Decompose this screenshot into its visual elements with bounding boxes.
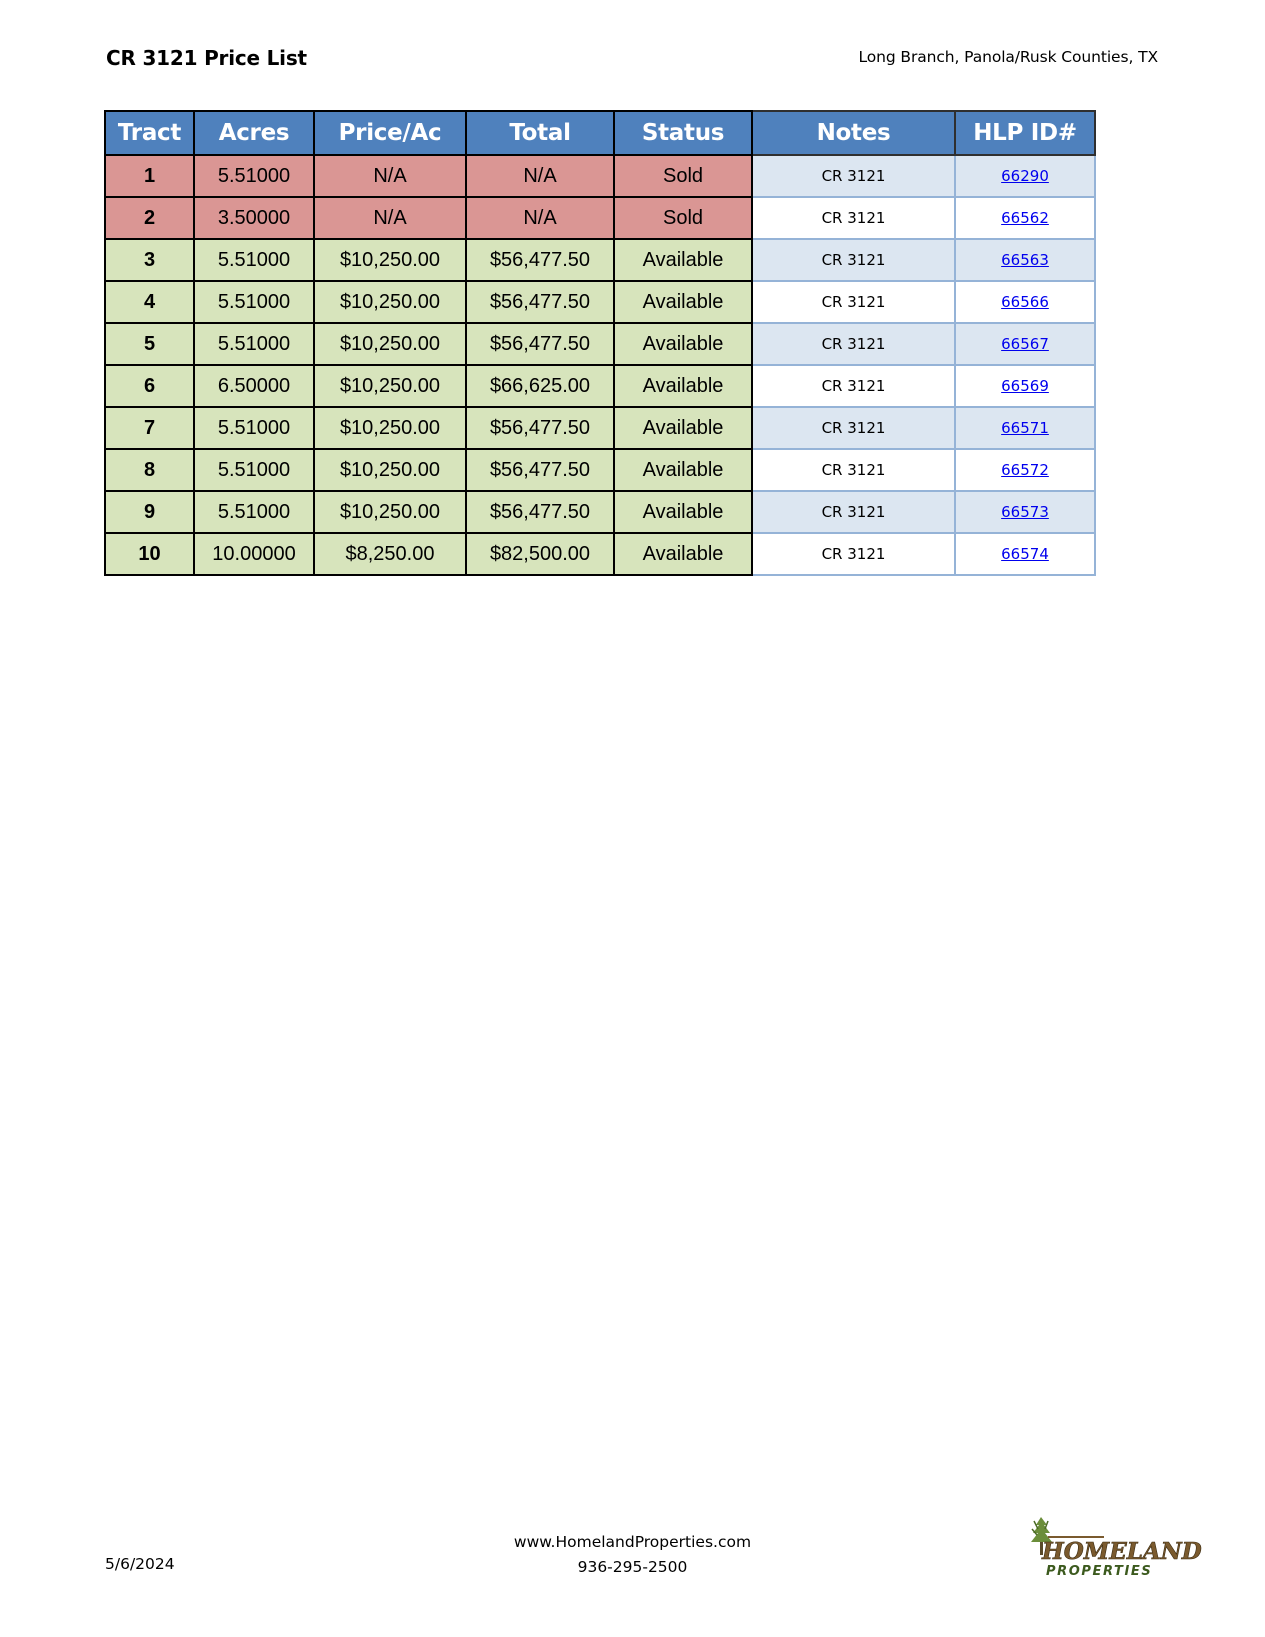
- table-row: [105, 155, 1095, 197]
- status-cell: Sold: [614, 155, 752, 197]
- table-row: [105, 449, 1095, 491]
- total-cell: $56,477.50: [466, 281, 614, 323]
- hlp-id-link[interactable]: 66574: [1001, 545, 1049, 563]
- tract-cell: 2: [105, 197, 194, 239]
- col-header-notes: Notes: [752, 111, 955, 155]
- table-row: [105, 239, 1095, 281]
- notes-cell: CR 3121: [752, 365, 955, 407]
- tract-cell: 1: [105, 155, 194, 197]
- total-cell: $66,625.00: [466, 365, 614, 407]
- col-header-tract: Tract: [105, 111, 194, 155]
- total-cell: $56,477.50: [466, 407, 614, 449]
- status-cell: Available: [614, 365, 752, 407]
- notes-cell: CR 3121: [752, 449, 955, 491]
- homeland-logo-graphic: [1028, 1515, 1202, 1581]
- total-cell: $56,477.50: [466, 323, 614, 365]
- acres-cell: 5.51000: [194, 449, 314, 491]
- col-header-acres: Acres: [194, 111, 314, 155]
- tract-cell: 9: [105, 491, 194, 533]
- tract-cell: 8: [105, 449, 194, 491]
- price-list-table: [104, 110, 1096, 576]
- status-cell: Available: [614, 533, 752, 575]
- acres-cell: 5.51000: [194, 491, 314, 533]
- status-cell: Available: [614, 449, 752, 491]
- hlp-id-link[interactable]: 66567: [1001, 335, 1049, 353]
- footer-website: www.HomelandProperties.com: [513, 1533, 752, 1551]
- table-row: [105, 491, 1095, 533]
- hlp-id-link[interactable]: 66563: [1001, 251, 1049, 269]
- homeland-logo: [1028, 1515, 1202, 1581]
- total-cell: $56,477.50: [466, 239, 614, 281]
- notes-cell: CR 3121: [752, 239, 955, 281]
- table-row: [105, 323, 1095, 365]
- acres-cell: 10.00000: [194, 533, 314, 575]
- hlp-id-cell: [955, 155, 1095, 197]
- status-cell: Available: [614, 281, 752, 323]
- acres-cell: 5.51000: [194, 323, 314, 365]
- price-per-acre-cell: $10,250.00: [314, 449, 466, 491]
- hlp-id-link[interactable]: 66566: [1001, 293, 1049, 311]
- hlp-id-link[interactable]: 66572: [1001, 461, 1049, 479]
- price-per-acre-cell: $10,250.00: [314, 281, 466, 323]
- price-per-acre-cell: $10,250.00: [314, 407, 466, 449]
- notes-cell: CR 3121: [752, 281, 955, 323]
- tract-cell: 3: [105, 239, 194, 281]
- price-per-acre-cell: N/A: [314, 197, 466, 239]
- acres-cell: 5.51000: [194, 407, 314, 449]
- hlp-id-cell: [955, 197, 1095, 239]
- hlp-id-cell: [955, 491, 1095, 533]
- notes-cell: CR 3121: [752, 533, 955, 575]
- col-header-status: Status: [614, 111, 752, 155]
- tract-cell: 7: [105, 407, 194, 449]
- acres-cell: 3.50000: [194, 197, 314, 239]
- col-header-hlp-id: HLP ID#: [955, 111, 1095, 155]
- hlp-id-cell: [955, 323, 1095, 365]
- status-cell: Available: [614, 239, 752, 281]
- hlp-id-link[interactable]: 66571: [1001, 419, 1049, 437]
- hlp-id-link[interactable]: 66569: [1001, 377, 1049, 395]
- logo-text-bottom: PROPERTIES: [1046, 1564, 1153, 1579]
- table-header-row: [105, 111, 1095, 155]
- tract-cell: 10: [105, 533, 194, 575]
- col-header-total: Total: [466, 111, 614, 155]
- logo-text-top: HOMELAND: [1042, 1538, 1202, 1565]
- status-cell: Available: [614, 491, 752, 533]
- notes-cell: CR 3121: [752, 407, 955, 449]
- total-cell: $56,477.50: [466, 449, 614, 491]
- tract-cell: 4: [105, 281, 194, 323]
- price-per-acre-cell: N/A: [314, 155, 466, 197]
- price-per-acre-cell: $10,250.00: [314, 365, 466, 407]
- acres-cell: 6.50000: [194, 365, 314, 407]
- acres-cell: 5.51000: [194, 281, 314, 323]
- hlp-id-cell: [955, 239, 1095, 281]
- notes-cell: CR 3121: [752, 197, 955, 239]
- tract-cell: 6: [105, 365, 194, 407]
- status-cell: Available: [614, 407, 752, 449]
- hlp-id-cell: [955, 281, 1095, 323]
- price-per-acre-cell: $10,250.00: [314, 323, 466, 365]
- total-cell: $56,477.50: [466, 491, 614, 533]
- tract-cell: 5: [105, 323, 194, 365]
- hlp-id-cell: [955, 533, 1095, 575]
- table-body: [105, 155, 1095, 575]
- status-cell: Sold: [614, 197, 752, 239]
- table-row: [105, 197, 1095, 239]
- price-per-acre-cell: $8,250.00: [314, 533, 466, 575]
- table-row: [105, 365, 1095, 407]
- table-row: [105, 281, 1095, 323]
- hlp-id-cell: [955, 449, 1095, 491]
- footer-date: 5/6/2024: [105, 1555, 175, 1573]
- acres-cell: 5.51000: [194, 155, 314, 197]
- notes-cell: CR 3121: [752, 491, 955, 533]
- notes-cell: CR 3121: [752, 323, 955, 365]
- total-cell: N/A: [466, 155, 614, 197]
- footer-phone: 936-295-2500: [577, 1558, 688, 1576]
- price-per-acre-cell: $10,250.00: [314, 239, 466, 281]
- hlp-id-link[interactable]: 66562: [1001, 209, 1049, 227]
- total-cell: N/A: [466, 197, 614, 239]
- notes-cell: CR 3121: [752, 155, 955, 197]
- hlp-id-cell: [955, 365, 1095, 407]
- location-subtitle: Long Branch, Panola/Rusk Counties, TX: [858, 48, 1158, 66]
- hlp-id-link[interactable]: 66573: [1001, 503, 1049, 521]
- hlp-id-cell: [955, 407, 1095, 449]
- price-per-acre-cell: $10,250.00: [314, 491, 466, 533]
- status-cell: Available: [614, 323, 752, 365]
- col-header-price-ac: Price/Ac: [314, 111, 466, 155]
- page-title: CR 3121 Price List: [106, 46, 307, 70]
- hlp-id-link[interactable]: 66290: [1001, 167, 1049, 185]
- table-row: [105, 533, 1095, 575]
- table-row: [105, 407, 1095, 449]
- acres-cell: 5.51000: [194, 239, 314, 281]
- total-cell: $82,500.00: [466, 533, 614, 575]
